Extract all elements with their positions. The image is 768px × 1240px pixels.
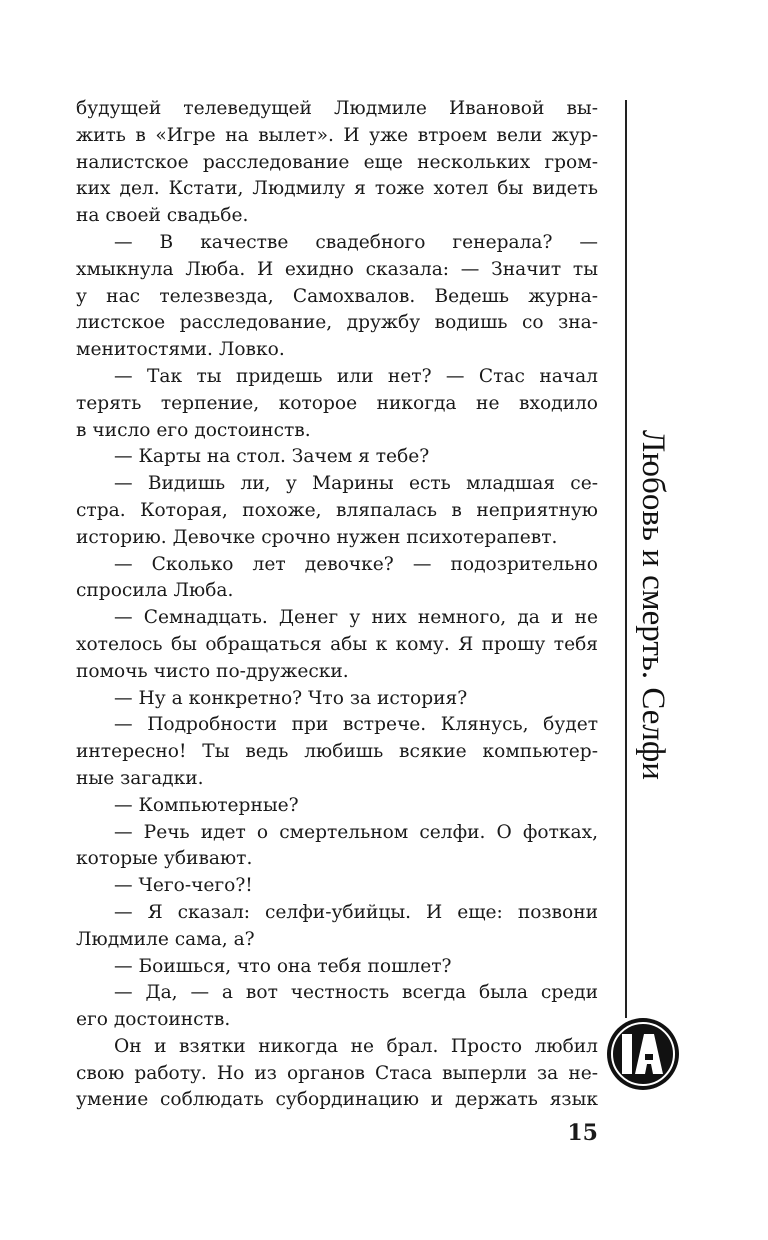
text-line: жить в «Игре на вылет». И уже втроем вели жур- bbox=[76, 124, 598, 146]
text-line: на своей свадьбе. bbox=[76, 205, 249, 227]
text-line: — Я сказал: селфи-убийцы. И еще: позвони bbox=[114, 901, 598, 923]
text-line: его достоинств. bbox=[76, 1009, 231, 1031]
text-line: — В качестве свадебного генерала? — bbox=[114, 231, 598, 253]
text-line: историю. Девочке срочно нужен психотерапевт. bbox=[76, 526, 558, 548]
running-title: Любовь и смерть. Селфи bbox=[635, 430, 671, 780]
text-line: — Ну а конкретно? Что за история? bbox=[114, 687, 468, 709]
text-line: в число его достоинств. bbox=[76, 419, 311, 441]
text-line: хмыкнула Люба. И ехидно сказала: — Значит ты bbox=[76, 258, 598, 280]
text-line: ких дел. Кстати, Людмилу я тоже хотел бы видеть bbox=[76, 178, 598, 200]
text-line: — Сколько лет девочке? — подозрительно bbox=[114, 553, 598, 575]
text-line: менитостями. Ловко. bbox=[76, 339, 285, 361]
text-line: — Компьютерные? bbox=[114, 794, 299, 816]
text-line: Он и взятки никогда не брал. Просто любил bbox=[114, 1035, 598, 1057]
text-line: — Боишься, что она тебя пошлет? bbox=[114, 955, 452, 977]
text-line: хотелось бы обращаться абы к кому. Я прошу тебя bbox=[76, 633, 598, 655]
text-line: умение соблюдать субординацию и держать язык bbox=[76, 1089, 598, 1111]
text-line: — Да, — а вот честность всегда была среди bbox=[114, 982, 598, 1004]
text-line: — Подробности при встрече. Клянусь, будет bbox=[114, 714, 598, 736]
text-line: — Карты на стол. Зачем я тебе? bbox=[114, 446, 430, 468]
body-text bbox=[76, 96, 598, 1114]
text-line: — Чего-чего?! bbox=[114, 875, 253, 897]
publisher-logo-icon bbox=[605, 1016, 681, 1092]
text-line: — Речь идет о смертельном селфи. О фотках, bbox=[114, 821, 598, 843]
text-line: — Видишь ли, у Марины есть младшая се- bbox=[114, 473, 598, 495]
text-line: которые убивают. bbox=[76, 848, 253, 870]
text-line: у нас телезвезда, Самохвалов. Ведешь журна- bbox=[76, 285, 598, 307]
text-line: интересно! Ты ведь любишь всякие компьютер- bbox=[76, 741, 598, 763]
page-number: 15 bbox=[567, 1120, 598, 1146]
text-line: терять терпение, которое никогда не входило bbox=[76, 392, 598, 414]
text-line: налистское расследование еще нескольких гром- bbox=[76, 151, 598, 173]
text-line: — Семнадцать. Денег у них немного, да и не bbox=[114, 607, 598, 629]
text-line: помочь чисто по-дружески. bbox=[76, 660, 349, 682]
text-line: будущей телеведущей Людмиле Ивановой вы- bbox=[76, 98, 598, 119]
text-line: — Так ты придешь или нет? — Стас начал bbox=[114, 365, 598, 387]
text-line: листское расследование, дружбу водишь со зна- bbox=[76, 312, 598, 334]
text-line: спросила Люба. bbox=[76, 580, 234, 602]
text-line: свою работу. Но из органов Стаса выперли за не- bbox=[76, 1062, 598, 1084]
margin-rule bbox=[625, 100, 627, 1018]
text-line: стра. Которая, похоже, вляпалась в неприятную bbox=[76, 499, 598, 521]
text-line: Людмиле сама, а? bbox=[76, 928, 255, 950]
text-line: ные загадки. bbox=[76, 767, 204, 789]
